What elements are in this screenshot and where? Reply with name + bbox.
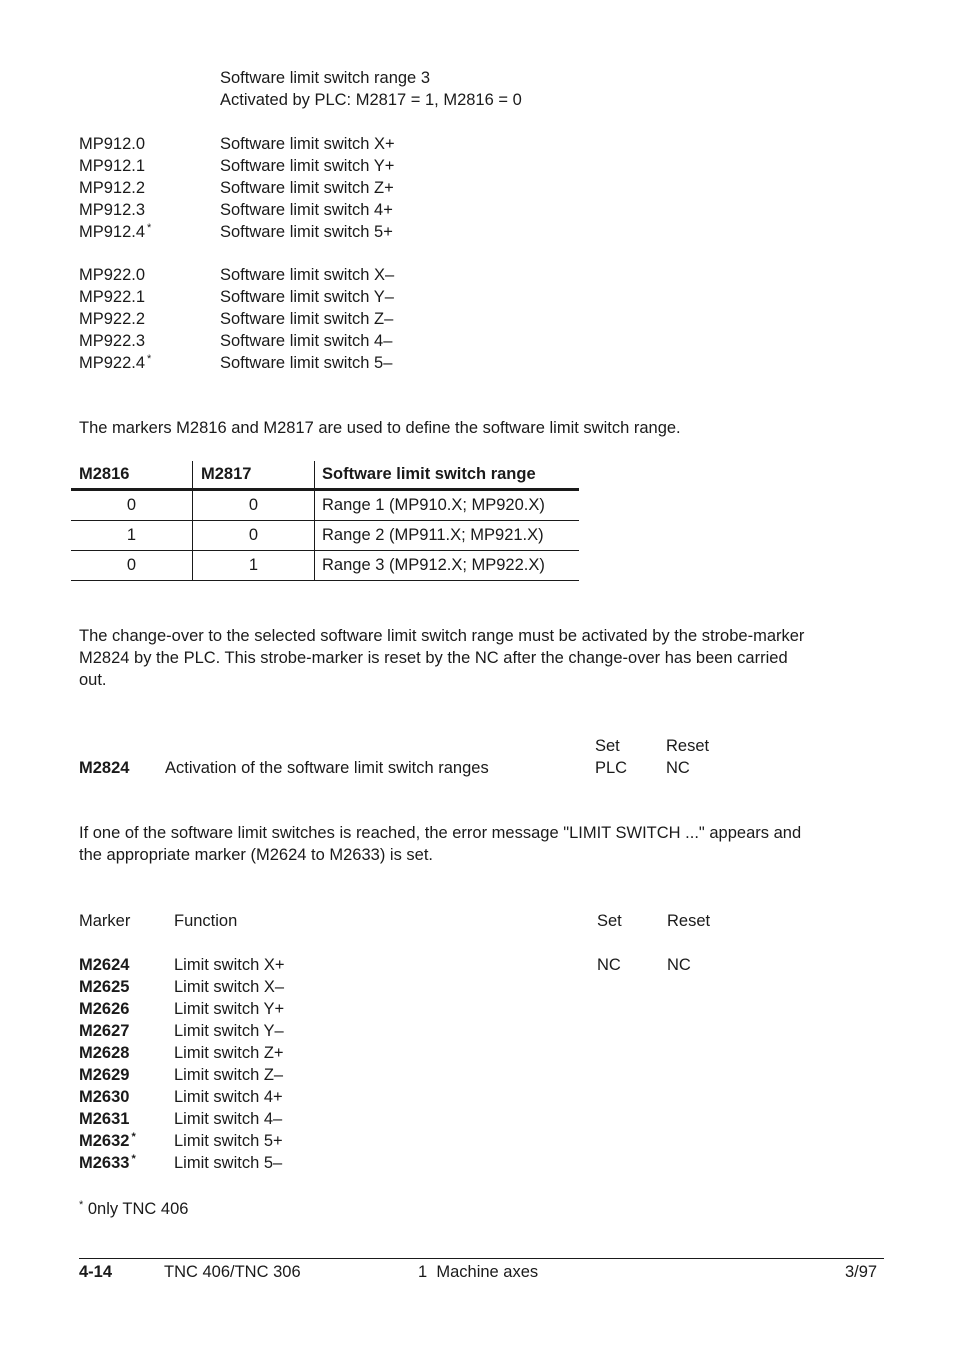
footnote [79, 1194, 188, 1220]
footer-model: TNC 406/TNC 306 [164, 1263, 301, 1281]
table-row [71, 490, 579, 521]
mp-param [79, 286, 147, 308]
changeover-line-2: M2824 by the PLC. This strobe-marker is reset by the NC after the change-over has been carried [79, 649, 788, 667]
set-header: Set [597, 912, 622, 930]
mp-param-star: * [147, 353, 152, 365]
changeover-line-1: The change-over to the selected software limit switch range must be activated by the strobe-marker [79, 627, 805, 645]
marker-code [79, 1086, 131, 1108]
mp-param-text: MP912.1 [79, 157, 146, 175]
marker-code [79, 1130, 136, 1152]
mp-desc-text: Software limit switch 5– [220, 354, 393, 372]
mp-param-text: MP912.4 [79, 223, 146, 241]
marker-code-text: M2626 [79, 1000, 130, 1018]
mp-param-text: MP922.0 [79, 266, 146, 284]
mp-param [79, 308, 147, 330]
marker-function [174, 998, 284, 1020]
mp-desc [220, 308, 393, 330]
marker-function-text: Limit switch 5+ [174, 1132, 283, 1150]
m2824-marker: M2824 [79, 759, 130, 777]
mp-desc-text: Software limit switch Z– [220, 310, 394, 328]
limit-line-2: the appropriate marker (M2624 to M2633) is set. [79, 846, 434, 864]
cell-m2817: 0 [193, 490, 315, 521]
marker-function-text: Limit switch Y+ [174, 1000, 285, 1018]
marker-code-text: M2627 [79, 1022, 130, 1040]
mp-desc-text: Software limit switch 4+ [220, 201, 393, 219]
mp-param-text: MP922.4 [79, 354, 146, 372]
m2824-set-header: Set [595, 737, 620, 755]
marker-function [174, 1108, 282, 1130]
marker-function [174, 1152, 282, 1174]
mp-param [79, 221, 151, 243]
mp-param-text: MP912.0 [79, 135, 146, 153]
limit-line-1: If one of the software limit switches is reached, the error message "LIMIT SWITCH ..." appears and [79, 824, 802, 842]
mp-param [79, 330, 147, 352]
mp-desc-text: Software limit switch Y– [220, 288, 394, 306]
marker-set-value: NC [597, 956, 621, 974]
mp-desc-text: Software limit switch Z+ [220, 179, 394, 197]
mp-param-text: MP912.3 [79, 201, 146, 219]
mp-param-star: * [147, 222, 152, 234]
header-m2817: M2817 [193, 461, 315, 490]
intro-line-1: Software limit switch range 3 [220, 69, 430, 87]
marker-function-text: Limit switch X+ [174, 956, 285, 974]
footer-rule [79, 1258, 884, 1259]
marker-function [174, 1130, 283, 1152]
marker-function-text: Limit switch Z– [174, 1066, 284, 1084]
range-table-header [71, 461, 579, 490]
mp-desc-text: Software limit switch X– [220, 266, 395, 284]
marker-function-text: Limit switch Z+ [174, 1044, 284, 1062]
footer-date: 3/97 [845, 1263, 878, 1281]
marker-function-text: Limit switch 4– [174, 1110, 283, 1128]
mp-param [79, 133, 147, 155]
footnote-star: * [79, 1199, 84, 1211]
mp-desc [220, 177, 394, 199]
m2824-reset-header: Reset [666, 737, 710, 755]
footer-section: 1 Machine axes [418, 1263, 539, 1281]
marker-function [174, 954, 285, 976]
marker-code [79, 1152, 136, 1174]
footer-page: 4-14 [79, 1263, 113, 1281]
marker-code [79, 976, 131, 998]
intro-line-2: Activated by PLC: M2817 = 1, M2816 = 0 [220, 91, 522, 109]
markers-paragraph: The markers M2816 and M2817 are used to define the software limit switch range. [79, 419, 681, 437]
cell-m2817: 1 [193, 551, 315, 581]
mp-param [79, 155, 147, 177]
marker-function-text: Limit switch X– [174, 978, 285, 996]
marker-code [79, 1064, 131, 1086]
cell-m2816: 1 [71, 521, 193, 551]
marker-function [174, 976, 284, 998]
marker-code-text: M2630 [79, 1088, 130, 1106]
mp-desc-text: Software limit switch 5+ [220, 223, 393, 241]
marker-code-text: M2633 [79, 1154, 130, 1172]
marker-function-text: Limit switch 4+ [174, 1088, 283, 1106]
marker-code [79, 1020, 131, 1042]
function-header: Function [174, 912, 238, 930]
cell-m2816: 0 [71, 490, 193, 521]
table-row [71, 521, 579, 551]
mp-desc-text: Software limit switch Y+ [220, 157, 395, 175]
marker-code [79, 998, 131, 1020]
changeover-line-3: out. [79, 671, 107, 689]
marker-code-star: * [131, 1131, 136, 1143]
marker-code [79, 954, 131, 976]
marker-code-text: M2629 [79, 1066, 130, 1084]
mp-param [79, 352, 151, 374]
marker-code-text: M2632 [79, 1132, 130, 1150]
marker-code [79, 1108, 131, 1130]
footnote-text: 0nly TNC 406 [87, 1200, 189, 1218]
mp-param-text: MP922.2 [79, 310, 146, 328]
cell-m2817: 0 [193, 521, 315, 551]
cell-m2816: 0 [71, 551, 193, 581]
marker-function-text: Limit switch 5– [174, 1154, 283, 1172]
mp-param-text: MP922.3 [79, 332, 146, 350]
marker-function-text: Limit switch Y– [174, 1022, 284, 1040]
mp-desc-text: Software limit switch 4– [220, 332, 393, 350]
marker-header: Marker [79, 912, 131, 930]
marker-code-text: M2628 [79, 1044, 130, 1062]
mp-desc-text: Software limit switch X+ [220, 135, 395, 153]
mp-desc [220, 221, 393, 243]
m2824-function: Activation of the software limit switch ranges [165, 759, 489, 777]
cell-range: Range 3 (MP912.X; MP922.X) [315, 551, 580, 581]
cell-range: Range 1 (MP910.X; MP920.X) [315, 490, 580, 521]
header-range: Software limit switch range [315, 461, 580, 490]
mp-param-text: MP922.1 [79, 288, 146, 306]
marker-code-text: M2631 [79, 1110, 130, 1128]
range-table [71, 461, 579, 581]
mp-desc [220, 352, 392, 374]
mp-desc [220, 133, 395, 155]
marker-code [79, 1042, 131, 1064]
marker-function [174, 1064, 283, 1086]
mp-desc [220, 155, 394, 177]
marker-code-text: M2624 [79, 956, 130, 974]
marker-function [174, 1086, 283, 1108]
mp-param [79, 199, 147, 221]
cell-range: Range 2 (MP911.X; MP921.X) [315, 521, 580, 551]
marker-code-star: * [131, 1153, 136, 1165]
marker-function [174, 1042, 284, 1064]
header-m2816: M2816 [71, 461, 193, 490]
marker-reset-value: NC [667, 956, 691, 974]
mp-desc [220, 286, 394, 308]
mp-desc [220, 330, 392, 352]
mp-param [79, 177, 147, 199]
mp-desc [220, 264, 394, 286]
m2824-set: PLC [595, 759, 628, 777]
mp-desc [220, 199, 393, 221]
marker-code-text: M2625 [79, 978, 130, 996]
m2824-reset: NC [666, 759, 690, 777]
table-row [71, 551, 579, 581]
marker-function [174, 1020, 284, 1042]
mp-param-text: MP912.2 [79, 179, 146, 197]
reset-header: Reset [667, 912, 711, 930]
mp-param [79, 264, 147, 286]
